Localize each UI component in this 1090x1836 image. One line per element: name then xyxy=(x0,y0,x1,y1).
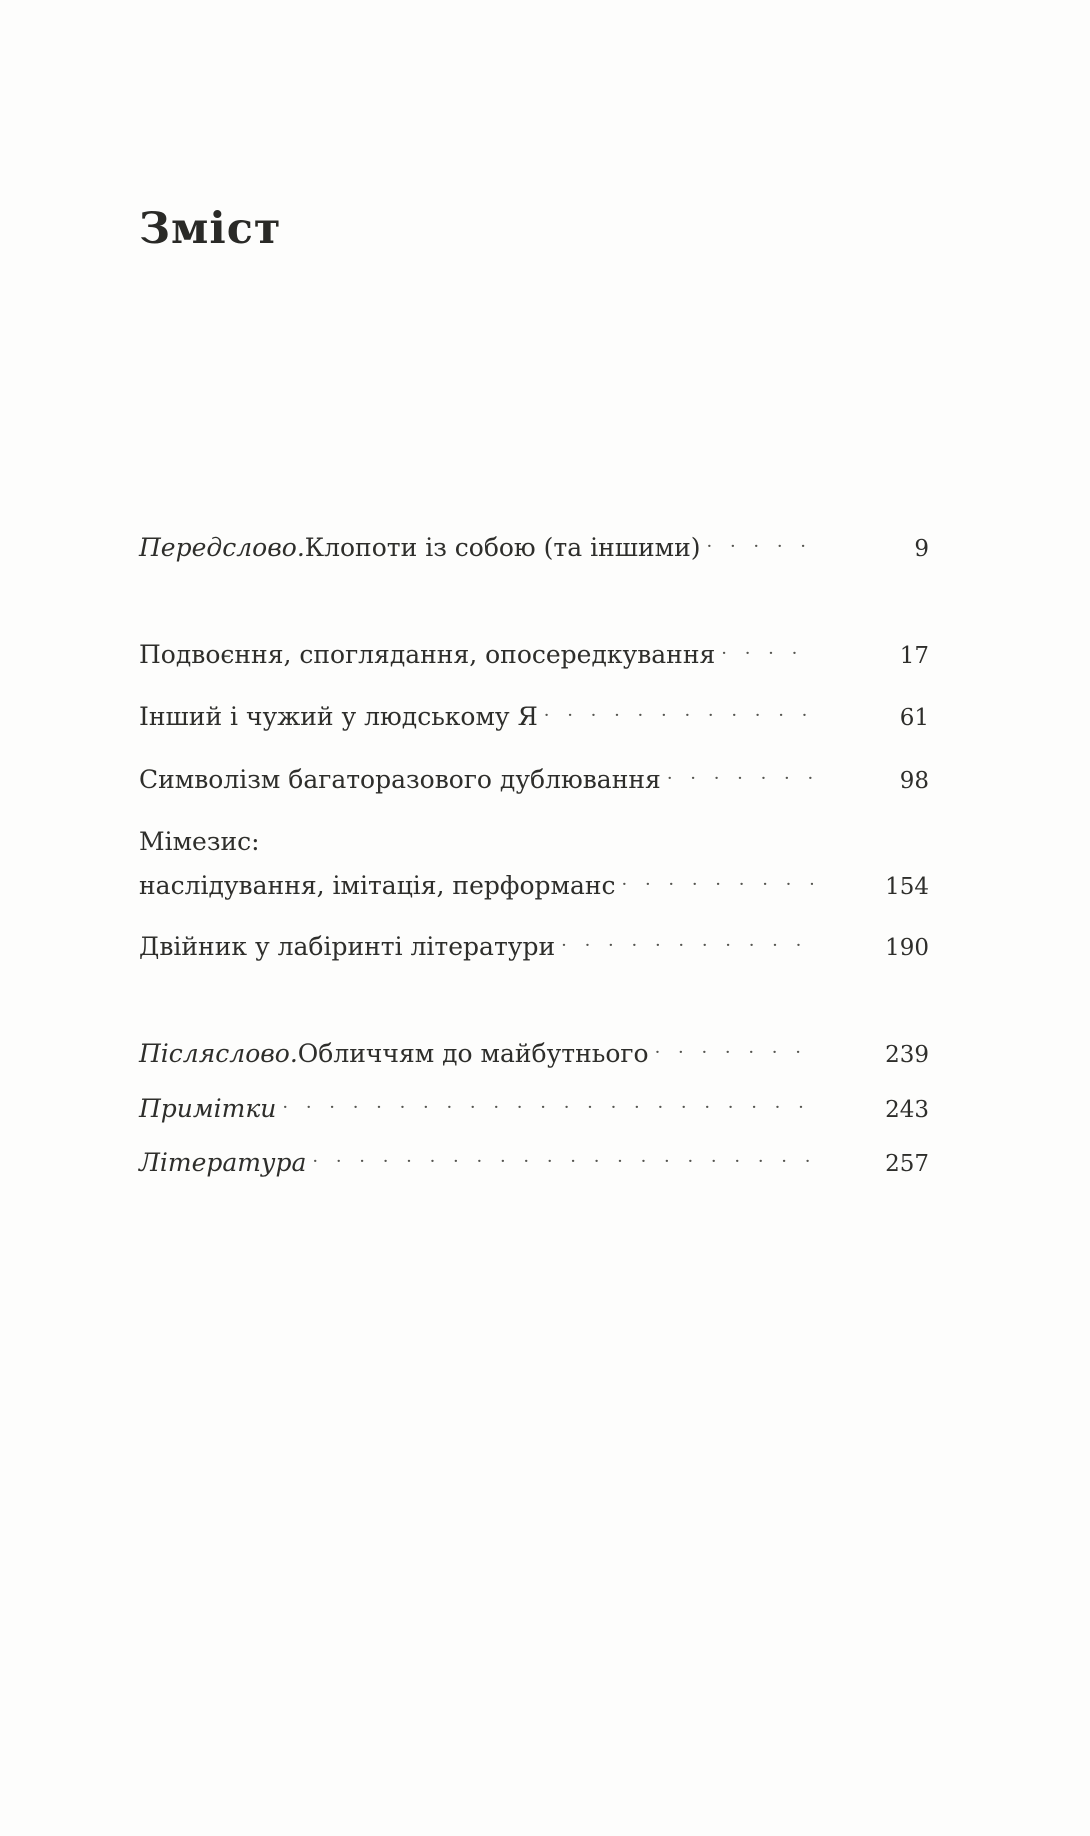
leader-dots xyxy=(561,937,813,955)
leader-dots xyxy=(721,645,813,663)
toc-entry-title-first-line: Мімезис: xyxy=(139,827,260,856)
toc-entry-italic-label: Передслово. xyxy=(139,533,305,562)
toc-entry-bibliography[interactable] xyxy=(139,1150,929,1176)
toc-entry-italic-label: Примітки xyxy=(139,1094,277,1123)
leader-dots xyxy=(667,770,813,788)
toc-entry-chapter-2[interactable] xyxy=(139,704,929,730)
toc-page-number: 257 xyxy=(885,1151,929,1177)
toc-page-number: 190 xyxy=(885,935,929,961)
toc-entry-title: Клопоти із собою (та іншими) xyxy=(304,533,701,562)
toc-page-number: 154 xyxy=(885,874,929,900)
toc-entry-title: Обличчям до майбутнього xyxy=(297,1039,649,1068)
toc-entry-chapter-1[interactable] xyxy=(139,642,929,668)
toc-page-number: 61 xyxy=(899,705,929,731)
toc-page-number: 98 xyxy=(899,768,929,794)
toc-entry-chapter-5[interactable] xyxy=(139,934,929,960)
leader-dots xyxy=(622,876,813,894)
toc-entry-title: Інший і чужий у людському Я xyxy=(139,702,538,731)
leader-dots xyxy=(312,1153,813,1171)
leader-dots xyxy=(707,538,813,556)
toc-entry-title: Подвоєння, споглядання, опосередкування xyxy=(139,640,716,669)
toc-entry-italic-label: Післяслово. xyxy=(139,1039,298,1068)
leader-dots xyxy=(282,1099,813,1117)
toc-entry-italic-label: Література xyxy=(139,1148,307,1177)
toc-entry-chapter-4[interactable] xyxy=(139,829,929,899)
toc-page-number: 243 xyxy=(885,1097,929,1123)
toc-page-number: 9 xyxy=(914,536,929,562)
leader-dots xyxy=(544,707,813,725)
toc-entry-title: Символізм багаторазового дублювання xyxy=(139,765,661,794)
toc-page-number: 17 xyxy=(899,643,929,669)
toc-entry-afterword[interactable] xyxy=(139,1041,929,1067)
page-title: Зміст xyxy=(139,204,282,254)
toc-entry-foreword[interactable] xyxy=(139,535,929,561)
toc-entry-title: Двійник у лабіринті літератури xyxy=(139,932,556,961)
toc-page-number: 239 xyxy=(885,1042,929,1068)
leader-dots xyxy=(655,1044,813,1062)
toc-entry-notes[interactable] xyxy=(139,1096,929,1122)
toc-entry-chapter-3[interactable] xyxy=(139,767,929,793)
toc-entry-title: наслідування, імітація, перформанс xyxy=(139,871,616,900)
